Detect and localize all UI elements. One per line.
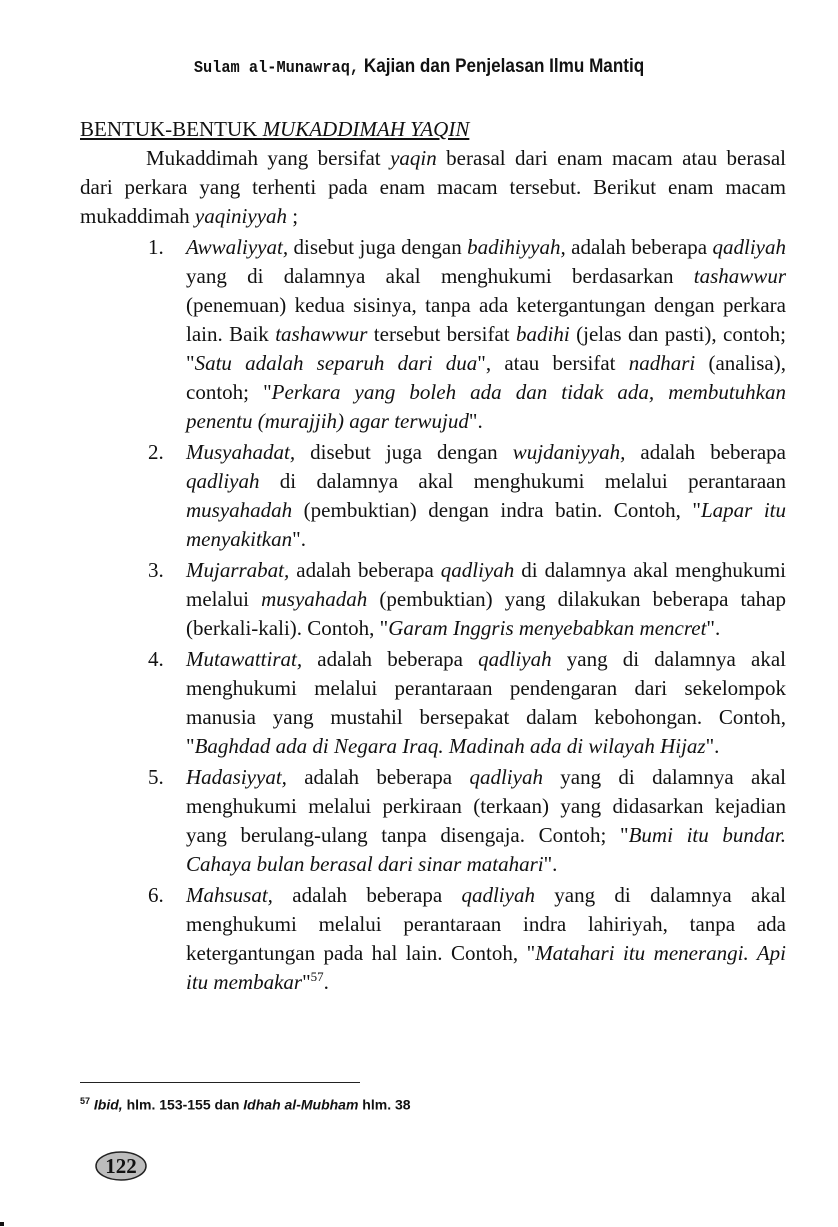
list-item	[80, 763, 786, 879]
text-run: adalah beberapa	[272, 883, 462, 907]
italic-text: Baghdad ada di Negara Iraq. Madinah ada di wilayah Hijaz	[194, 734, 706, 758]
text-run: ".	[292, 527, 306, 551]
text-run: di dalamnya akal menghukumi melalui	[186, 558, 786, 611]
italic-text: tashawwur	[693, 264, 786, 288]
footnote-marker: 57	[80, 1096, 91, 1106]
section-title	[80, 114, 786, 144]
text-run: disebut juga dengan	[295, 440, 513, 464]
italic-text: Musyahadat,	[186, 440, 296, 464]
text-run: hlm. 153-155 dan	[122, 1096, 244, 1113]
text-run: hlm. 38	[358, 1096, 411, 1113]
italic-text: Hadasiyyat,	[186, 765, 287, 789]
italic-text: qadliyah	[461, 883, 535, 907]
italic-text: yaqin	[390, 146, 437, 170]
italic-text: Mahsusat,	[186, 883, 273, 907]
running-header	[42, 56, 796, 78]
text-run: ", atau bersifat	[477, 351, 629, 375]
list-item	[80, 645, 786, 761]
text-run: "	[302, 970, 311, 994]
footnote-divider	[80, 1082, 360, 1083]
text-run: yang di dalamnya akal menghukumi melalui perantaraan indra lahiriyah, tanpa ada ketergantungan pada hal lain. Contoh, "	[186, 883, 786, 965]
text-run: di dalamnya akal menghukumi melalui perantaraan	[259, 469, 786, 493]
list-item-number: 1.	[148, 235, 164, 259]
italic-text: Matahari itu menerangi. Api itu membakar	[186, 941, 786, 994]
italic-text: tashawwur	[275, 322, 368, 346]
italic-text: qadliyah	[712, 235, 786, 259]
numbered-list	[80, 233, 786, 997]
italic-text: qadliyah	[478, 647, 552, 671]
italic-text: qadliyah	[469, 765, 543, 789]
italic-text: musyahadah	[261, 587, 368, 611]
text-run: ;	[287, 204, 299, 228]
footnote	[80, 1096, 780, 1113]
list-item-number: 4.	[148, 647, 164, 671]
scan-mark	[0, 1222, 4, 1226]
italic-text: Satu adalah separuh dari dua	[194, 351, 478, 375]
text-run: adalah beberapa	[286, 765, 470, 789]
text-run: (pembuktian) yang dilakukan beberapa tahap (berkali-kali). Contoh, "	[186, 587, 787, 640]
italic-text: wujdaniyyah,	[512, 440, 626, 464]
list-item-number: 2.	[148, 440, 164, 464]
list-item	[80, 233, 786, 436]
italic-text: Mujarrabat,	[186, 558, 290, 582]
text-run: .	[323, 970, 329, 994]
italic-text: Idhah al-Mubham	[243, 1096, 359, 1113]
text-run: ".	[543, 852, 558, 876]
italic-text: qadliyah	[186, 469, 260, 493]
text-run: Mukaddimah yang bersifat	[146, 146, 391, 170]
page-number: 122	[105, 1154, 137, 1178]
page-body	[80, 114, 786, 997]
section-title-plain: BENTUK-BENTUK	[80, 117, 263, 141]
italic-text: Ibid,	[93, 1096, 123, 1113]
text-run: (analisa), contoh; "	[186, 351, 786, 404]
italic-text: Awwaliyyat,	[186, 235, 289, 259]
section-title-italic: MUKADDIMAH YAQIN	[262, 117, 470, 141]
text-run: yang di dalamnya akal menghukumi berdasarkan	[186, 264, 694, 288]
italic-text: badihi	[516, 322, 570, 346]
list-item	[80, 881, 786, 997]
italic-text: Mutawattirat,	[186, 647, 303, 671]
text-run: tersebut bersifat	[367, 322, 517, 346]
header-title-mono: Sulam al-Munawraq,	[193, 59, 360, 78]
text-run: ".	[705, 734, 720, 758]
italic-text: badihiyyah,	[467, 235, 566, 259]
italic-text: yaqiniyyah	[194, 204, 288, 228]
page-number-badge	[94, 1150, 148, 1182]
text-run: adalah beberapa	[625, 440, 787, 464]
text-run: adalah beberapa	[302, 647, 479, 671]
italic-text: nadhari	[628, 351, 696, 375]
text-run: adalah beberapa	[565, 235, 713, 259]
list-item	[80, 438, 786, 554]
text-run: yang di dalamnya akal menghukumi melalui perkiraan (terkaan) yang didasarkan kejadian yang berulang-ulang tanpa disengaja. Contoh; "	[186, 765, 787, 847]
list-item-number: 3.	[148, 558, 164, 582]
italic-text: Lapar itu menyakitkan	[186, 498, 787, 551]
text-run: ".	[706, 616, 721, 640]
italic-text: qadliyah	[440, 558, 515, 582]
italic-text: Garam Inggris menyebabkan mencret	[388, 616, 707, 640]
text-run: yang di dalamnya akal menghukumi melalui perantaraan pendengaran dari sekelompok manusia yang mustahil bersepakat dalam kebohongan. Contoh, "	[186, 647, 787, 758]
text-run: (jelas dan pasti), contoh; "	[186, 322, 786, 375]
text-run: disebut juga dengan	[288, 235, 468, 259]
text-run: (penemuan) kedua sisinya, tanpa ada ketergantungan dengan perkara lain. Baik	[186, 293, 786, 346]
text-run: berasal dari enam macam atau berasal dari perkara yang terhenti pada enam macam tersebut. Berikut enam macam mukaddimah	[80, 146, 786, 228]
text-run: ".	[468, 409, 483, 433]
italic-text: Bumi itu bundar. Cahaya bulan berasal dari sinar matahari	[186, 823, 787, 876]
text-run: adalah beberapa	[289, 558, 441, 582]
list-item-number: 5.	[148, 765, 164, 789]
text-run: (pembuktian) dengan indra batin. Contoh, "	[292, 498, 701, 522]
header-title-rest: Kajian dan Penjelasan Ilmu Mantiq	[359, 56, 645, 77]
italic-text: musyahadah	[186, 498, 293, 522]
intro-paragraph	[80, 144, 786, 231]
italic-text: Perkara yang boleh ada dan tidak ada, membutuhkan penentu (murajjih) agar terwujud	[186, 380, 786, 433]
list-item	[80, 556, 786, 643]
list-item-number: 6.	[148, 883, 164, 907]
footnote-reference: 57	[310, 969, 324, 984]
